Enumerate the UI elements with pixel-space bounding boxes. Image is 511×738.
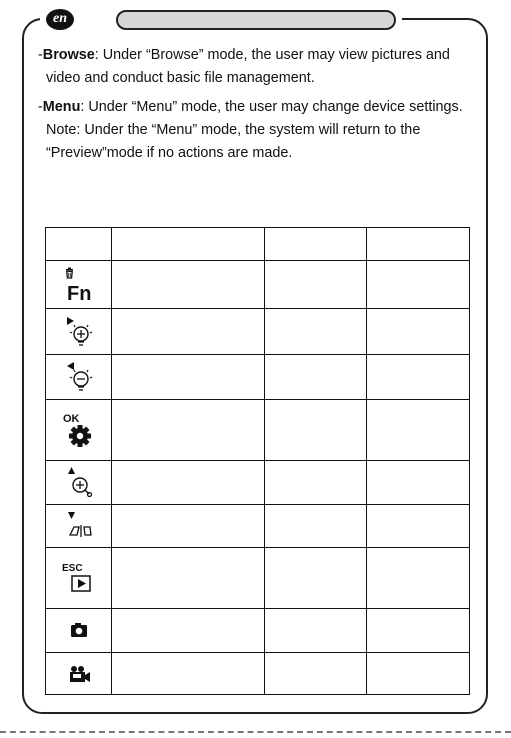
table-cell <box>367 609 470 653</box>
menu-line-1: : Under “Menu” mode, the user may change device settings. <box>80 99 463 115</box>
key-function-table <box>45 227 470 695</box>
table-header-cell <box>265 228 367 261</box>
browse-paragraph: -Browse: Under “Browse” mode, the user may view pictures and video and conduct basic file management. <box>38 44 466 90</box>
video-camera-icon <box>46 653 112 695</box>
browse-line-2: video and conduct basic file management. <box>46 70 315 86</box>
table-cell <box>265 309 367 355</box>
menu-term: Menu <box>42 99 81 115</box>
table-cell <box>367 309 470 355</box>
menu-note-line-2: “Preview”mode if no actions are made. <box>46 145 293 161</box>
down-rotate-icon <box>46 505 112 548</box>
right-light-plus-icon <box>46 309 112 355</box>
ok-gear-icon <box>46 400 112 461</box>
table-row <box>46 355 470 400</box>
esc-playback-icon <box>46 548 112 609</box>
browse-line-1: : Under “Browse” mode, the user may view pictures and <box>94 47 450 63</box>
header-bar <box>116 10 396 30</box>
table-row <box>46 461 470 505</box>
table-cell <box>265 400 367 461</box>
table-cell <box>112 609 265 653</box>
table-cell <box>367 461 470 505</box>
table-cell <box>367 355 470 400</box>
table-cell <box>112 355 265 400</box>
up-zoom-in-icon <box>46 461 112 505</box>
browse-term: Browse <box>42 47 95 63</box>
table-cell <box>367 261 470 309</box>
table-cell <box>112 261 265 309</box>
table-header-row <box>46 228 470 261</box>
table-row <box>46 609 470 653</box>
table-cell <box>265 355 367 400</box>
table-cell <box>112 548 265 609</box>
language-badge: en <box>46 9 74 30</box>
table-cell <box>367 653 470 695</box>
menu-note-line-1: Note: Under the “Menu” mode, the system will return to the <box>46 122 421 138</box>
table-cell <box>367 505 470 548</box>
table-cell <box>265 261 367 309</box>
table-cell <box>112 400 265 461</box>
table-row <box>46 400 470 461</box>
table-cell <box>265 653 367 695</box>
menu-paragraph: -Menu: Under “Menu” mode, the user may change device settings. Note: Under the “Menu” mode, the system will return to the “Preview”mode if no actions are made. <box>38 96 466 165</box>
fn-label: Fn <box>66 282 91 305</box>
table-cell <box>265 609 367 653</box>
table-row <box>46 505 470 548</box>
table-header-cell <box>367 228 470 261</box>
table-row <box>46 261 470 309</box>
esc-label: ESC <box>61 563 83 574</box>
table-cell <box>367 548 470 609</box>
table-cell <box>112 309 265 355</box>
table-header-cell <box>112 228 265 261</box>
table-cell <box>112 653 265 695</box>
table-cell <box>367 400 470 461</box>
left-light-minus-icon <box>46 355 112 400</box>
table-row <box>46 548 470 609</box>
fn-trash-icon <box>46 261 112 309</box>
table-cell <box>265 505 367 548</box>
table-row <box>46 653 470 695</box>
camera-icon <box>46 609 112 653</box>
table-cell <box>265 548 367 609</box>
table-cell <box>112 505 265 548</box>
table-row <box>46 309 470 355</box>
table-cell <box>112 461 265 505</box>
table-cell <box>265 461 367 505</box>
table-header-cell <box>46 228 112 261</box>
page-bottom-divider <box>0 731 511 733</box>
ok-label: OK <box>62 413 79 425</box>
